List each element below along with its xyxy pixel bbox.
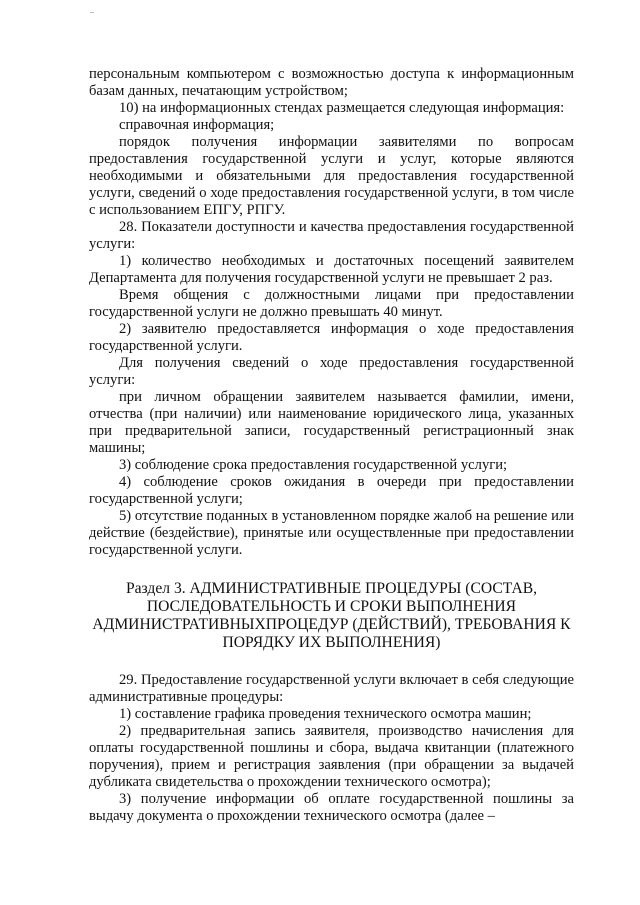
- document-body: [89, 66, 574, 825]
- paragraph: 1) количество необходимых и достаточных посещений заявителем Департамента для получения государственной услуги не превышает 2 раз.: [89, 253, 574, 286]
- paragraph: порядок получения информации заявителями по вопросам предоставления государственной услуги и услуг, которые являются необходимыми и обязательными для предоставления государственной услуги, сведений о ходе предоставления государственной услуги, в том числе с использованием ЕПГУ, РПГУ.: [89, 134, 574, 218]
- section-heading-line-2: ПОСЛЕДОВАТЕЛЬНОСТЬ И СРОКИ ВЫПОЛНЕНИЯ: [146, 598, 517, 615]
- paragraph: 29. Предоставление государственной услуги включает в себя следующие административные процедуры:: [89, 672, 574, 705]
- paragraph: при личном обращении заявителем называется фамилии, имени, отчества (при наличии) или наименование юридического лица, указанных при предварительной записи, государственный регистрационный знак машины;: [89, 389, 574, 456]
- section-heading-line-3: АДМИНИСТРАТИВНЫХПРОЦЕДУР (ДЕЙСТВИЙ), ТРЕБОВАНИЯ К: [92, 616, 571, 633]
- paragraph: 3) получение информации об оплате государственной пошлины за выдачу документа о прохождении технического осмотра (далее –: [89, 791, 574, 824]
- paragraph: 3) соблюдение срока предоставления государственной услуги;: [119, 457, 508, 473]
- section-heading-line-4: ПОРЯДКУ ИХ ВЫПОЛНЕНИЯ): [222, 634, 441, 651]
- section-heading: [89, 580, 574, 652]
- paragraph: справочная информация;: [119, 117, 275, 133]
- paragraph: 4) соблюдение сроков ожидания в очереди при предоставлении государственной услуги;: [89, 474, 574, 507]
- paragraph: 1) составление графика проведения технического осмотра машин;: [119, 706, 532, 722]
- paragraphs-after-section: [89, 672, 574, 825]
- paragraph: 2) предварительная запись заявителя, производство начисления для оплаты государственной пошлины и сбора, выдача квитанции (платежного поручения), прием и регистрация заявления (при обращении за выдачей дубликата свидетельства о прохождении технического осмотра);: [89, 723, 574, 790]
- paragraph: 5) отсутствие поданных в установленном порядке жалоб на решение или действие (бездействие), принятые или осуществленные при предоставлении государственной услуги.: [89, 508, 574, 558]
- section-heading-line-1: Раздел 3. АДМИНИСТРАТИВНЫЕ ПРОЦЕДУРЫ (СОСТАВ,: [125, 580, 538, 597]
- paragraph: 10) на информационных стендах размещается следующая информация:: [119, 100, 565, 116]
- paragraph: Время общения с должностными лицами при предоставлении государственной услуги не должно превышать 40 минут.: [89, 287, 574, 320]
- paragraph: 28. Показатели доступности и качества предоставления государственной услуги:: [89, 219, 574, 252]
- scan-speck: [90, 12, 94, 13]
- paragraph: Для получения сведений о ходе предоставления государственной услуги:: [89, 355, 574, 388]
- paragraph: персональным компьютером с возможностью доступа к информационным базам данных, печатающим устройством;: [89, 66, 574, 99]
- paragraphs-before-section: [89, 66, 574, 559]
- paragraph: 2) заявителю предоставляется информация о ходе предоставления государственной услуги.: [89, 321, 574, 354]
